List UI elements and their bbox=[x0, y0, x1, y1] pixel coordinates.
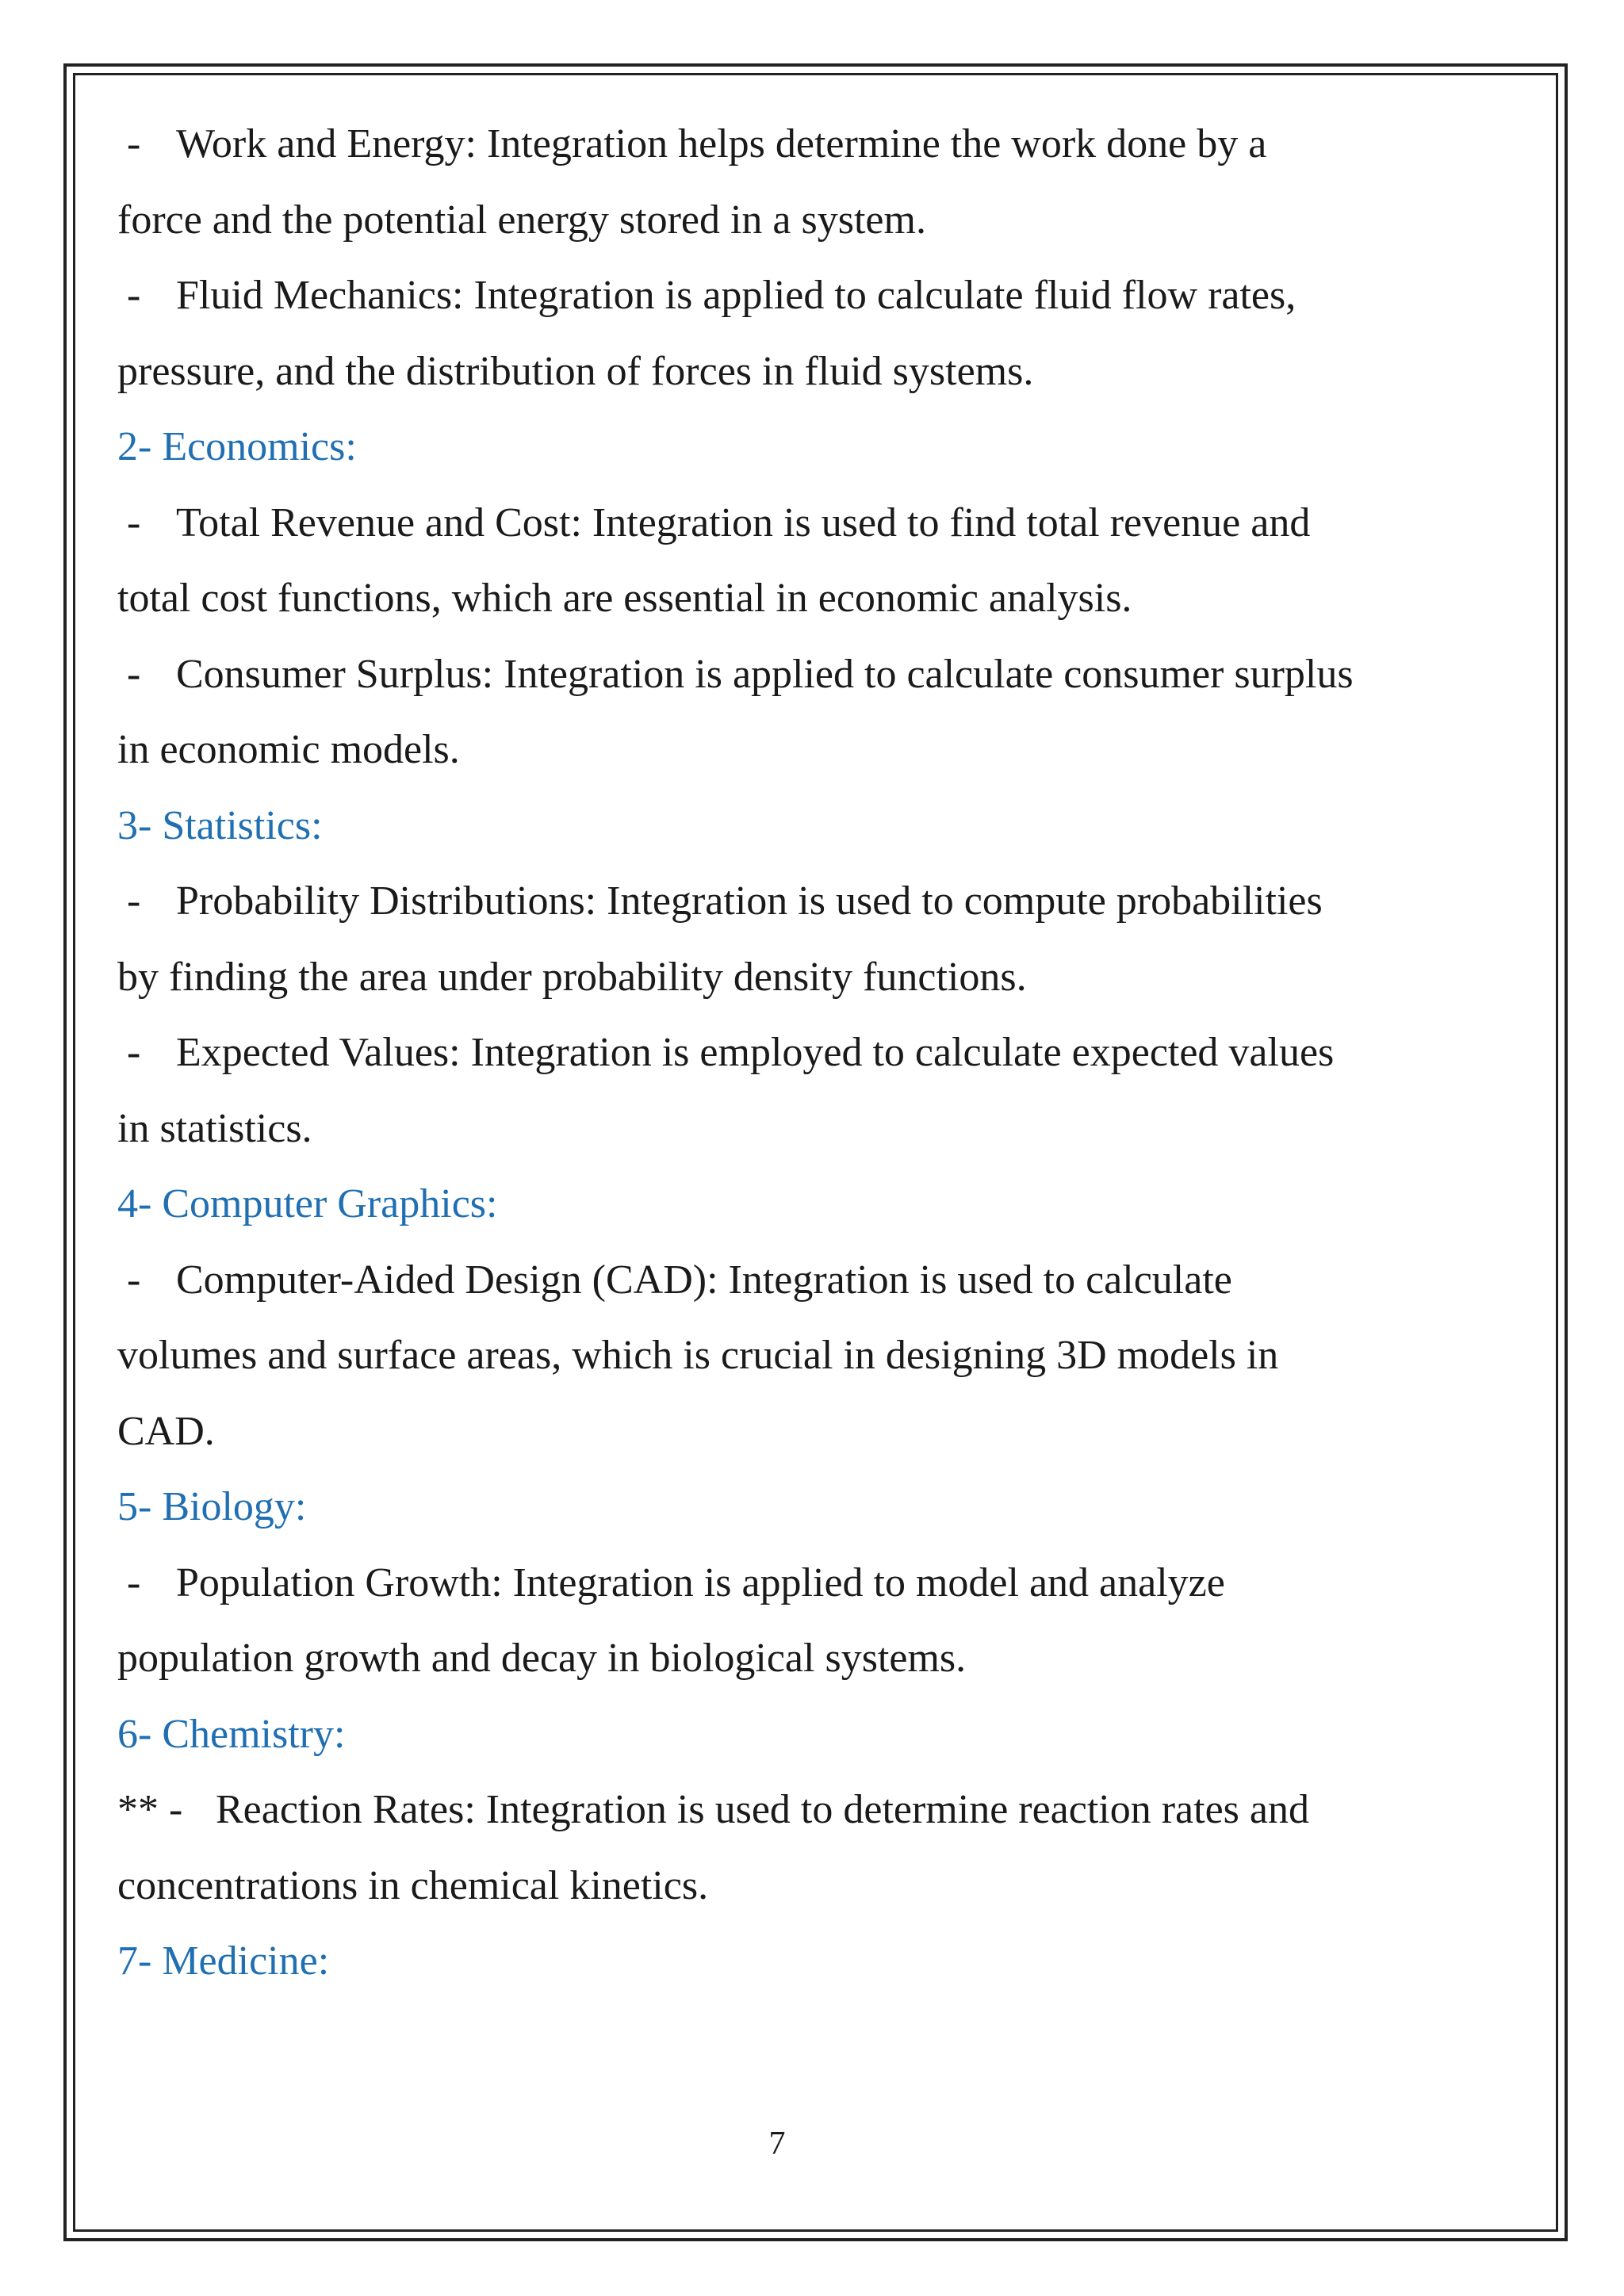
continuation-line: by finding the area under probability density functions. bbox=[117, 954, 1027, 1000]
bullet-text: Probability Distributions: Integration is used to compute probabilities bbox=[176, 878, 1323, 924]
bullet-dash: - bbox=[127, 1030, 141, 1075]
continuation-line: volumes and surface areas, which is crucial in designing 3D models in bbox=[117, 1333, 1279, 1378]
bullet-text: Fluid Mechanics: Integration is applied to calculate fluid flow rates, bbox=[176, 273, 1297, 318]
bullet-line bbox=[117, 490, 1481, 566]
bullet-line bbox=[117, 1020, 1481, 1096]
section-heading-statistics: 3- Statistics: bbox=[117, 802, 323, 848]
bullet-text: Population Growth: Integration is applied to model and analyze bbox=[176, 1559, 1225, 1605]
bullet-line bbox=[117, 1777, 1481, 1853]
bullet-text: Reaction Rates: Integration is used to determine reaction rates and bbox=[216, 1787, 1309, 1832]
bullet-line bbox=[117, 868, 1481, 944]
bullet-text: Total Revenue and Cost: Integration is used to find total revenue and bbox=[176, 499, 1311, 545]
bullet-line bbox=[117, 262, 1481, 339]
continuation-line: in economic models. bbox=[117, 727, 460, 772]
bullet-text: Work and Energy: Integration helps determine the work done by a bbox=[176, 121, 1267, 166]
page-content bbox=[117, 111, 1481, 2004]
continuation-line: force and the potential energy stored in a system. bbox=[117, 197, 926, 243]
continuation-line: CAD. bbox=[117, 1408, 215, 1454]
bullet-text: Expected Values: Integration is employed to calculate expected values bbox=[176, 1030, 1335, 1075]
section-heading-computer-graphics: 4- Computer Graphics: bbox=[117, 1181, 498, 1226]
section-heading-biology: 5- Biology: bbox=[117, 1484, 307, 1529]
continuation-line: in statistics. bbox=[117, 1105, 312, 1151]
continuation-line: pressure, and the distribution of forces in fluid systems. bbox=[117, 348, 1034, 394]
page-number: 7 bbox=[768, 2126, 786, 2162]
bullet-dash: - bbox=[127, 1559, 141, 1605]
section-heading-economics: 2- Economics: bbox=[117, 424, 357, 469]
bullet-line bbox=[117, 1550, 1481, 1626]
continuation-line: total cost functions, which are essential in economic analysis. bbox=[117, 576, 1132, 621]
bullet-dash: - bbox=[127, 878, 141, 924]
section-heading-chemistry: 6- Chemistry: bbox=[117, 1711, 346, 1757]
bullet-line bbox=[117, 1247, 1481, 1323]
bullet-dash: - bbox=[127, 273, 141, 318]
bullet-line bbox=[117, 111, 1481, 187]
bullet-dash: - bbox=[127, 121, 141, 166]
section-heading-medicine: 7- Medicine: bbox=[117, 1938, 330, 1984]
continuation-line: population growth and decay in biological systems. bbox=[117, 1636, 967, 1681]
bullet-dash: - bbox=[127, 499, 141, 545]
bullet-line bbox=[117, 641, 1481, 718]
bullet-text: Consumer Surplus: Integration is applied to calculate consumer surplus bbox=[176, 651, 1354, 697]
bullet-dash: - bbox=[127, 1257, 141, 1303]
bullet-dash: ** - bbox=[117, 1787, 183, 1832]
bullet-text: Computer-Aided Design (CAD): Integration is used to calculate bbox=[176, 1257, 1232, 1303]
continuation-line: concentrations in chemical kinetics. bbox=[117, 1862, 709, 1908]
bullet-dash: - bbox=[127, 651, 141, 697]
